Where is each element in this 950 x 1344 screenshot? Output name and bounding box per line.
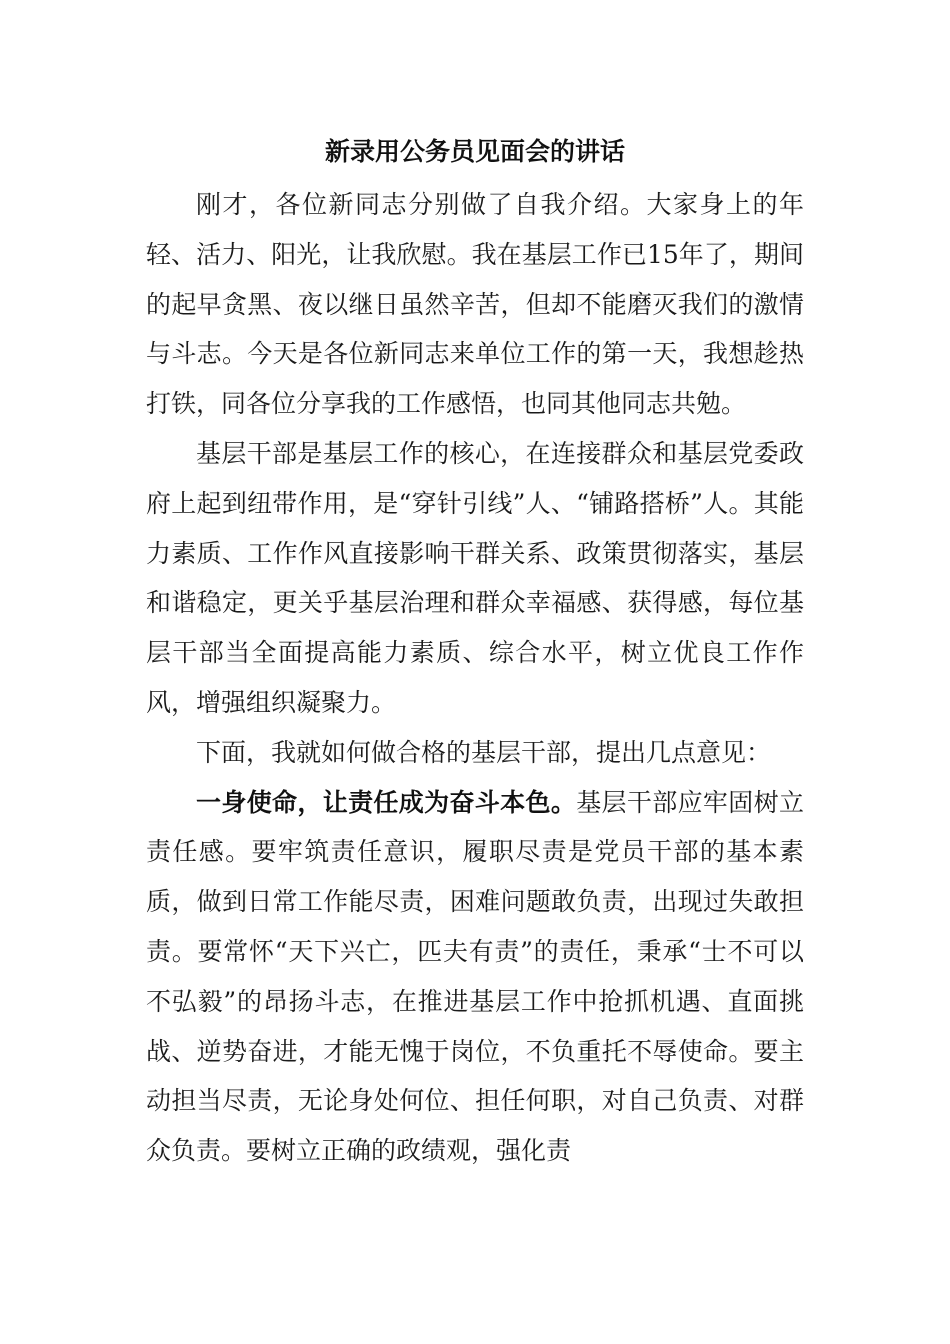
paragraph-text: 基层干部是基层工作的核心，在连接群众和基层党委政府上起到纽带作用，是“穿针引线”人、“铺路搭桥”人。其能力素质、工作作风直接影响干群关系、政策贯彻落实，基层和谐稳定，更关乎基层治理和群众幸福感、获得感，每位基层干部当全面提高能力素质、综合水平，树立优良工作作风，增强组织凝聚力。 [146, 438, 804, 717]
paragraph-transition [146, 728, 804, 778]
paragraph-responsibility [146, 778, 804, 1176]
paragraph-text: 基层干部应牢固树立责任感。要牢筑责任意识，履职尽责是党员干部的基本素质，做到日常工作能尽责，困难问题敢负责，出现过失敢担责。要常怀“天下兴亡，匹夫有责”的责任，秉承“士不可以不弘毅”的昂扬斗志，在推进基层工作中抢抓机遇、直面挑战、逆势奋进，才能无愧于岗位，不负重托不辱使命。要主动担当尽责，无论身处何位、担任何职，对自己负责、对群众负责。要树立正确的政绩观，强化责 [146, 787, 804, 1166]
paragraph-intro [146, 180, 804, 429]
section-heading: 一身使命，让责任成为奋斗本色。 [196, 787, 577, 817]
paragraph-text: 刚才，各位新同志分别做了自我介绍。大家身上的年轻、活力、阳光，让我欣慰。我在基层工作已15年了，期间的起早贪黑、夜以继日虽然辛苦，但却不能磨灭我们的激情与斗志。今天是各位新同志来单位工作的第一天，我想趁热打铁，同各位分享我的工作感悟，也同其他同志共勉。 [146, 190, 804, 419]
paragraph-text: 下面，我就如何做合格的基层干部，提出几点意见： [196, 737, 772, 767]
paragraph-cadre-role [146, 429, 804, 728]
document-title: 新录用公务员见面会的讲话 [324, 137, 625, 166]
document-body [146, 180, 804, 1176]
